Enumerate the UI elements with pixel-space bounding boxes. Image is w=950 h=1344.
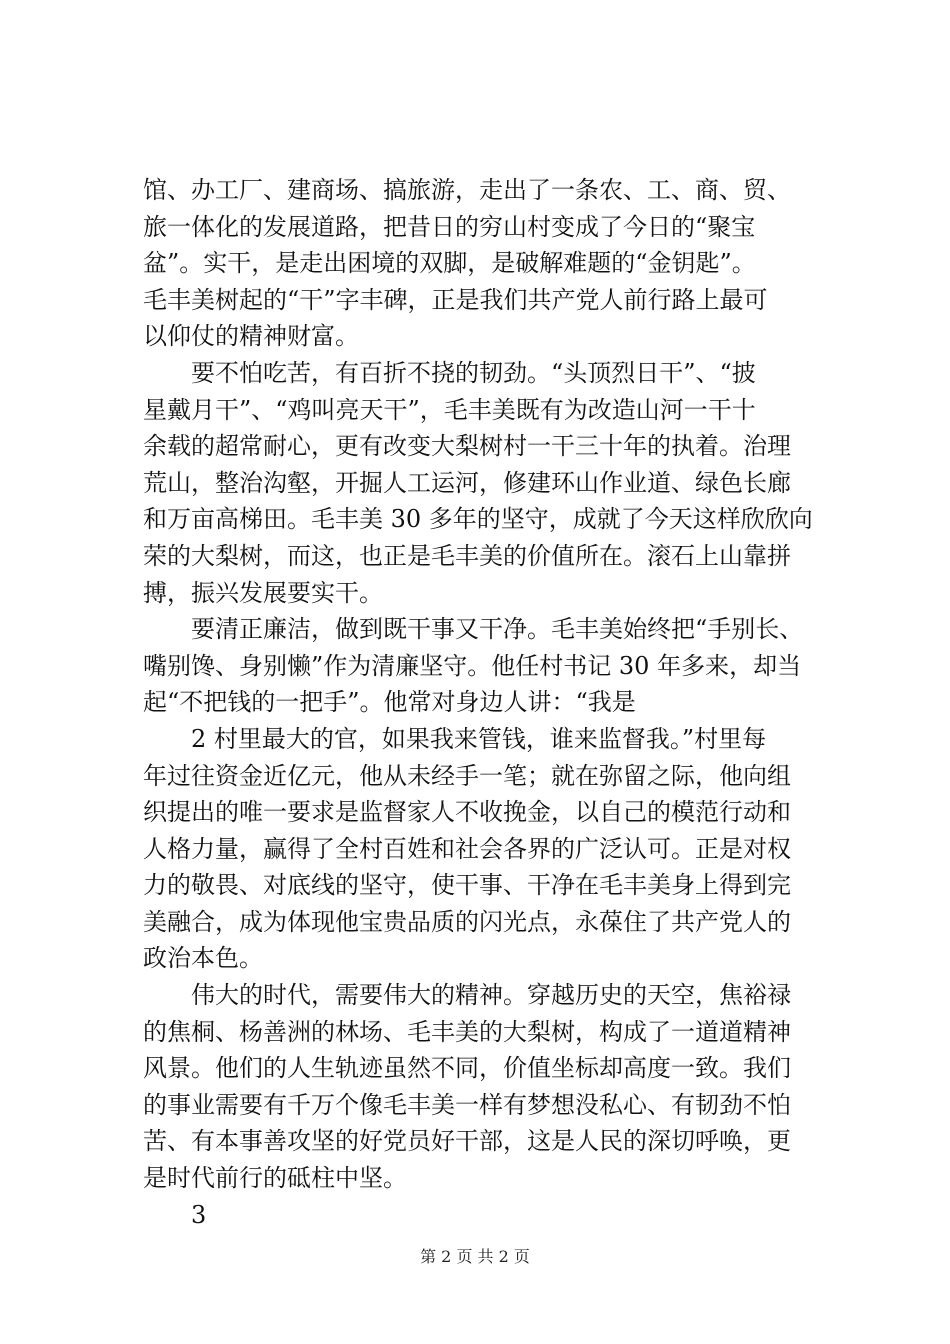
text-line: 旅一体化的发展道路，把昔日的穷山村变成了今日的“聚宝 bbox=[143, 212, 756, 241]
text-line: 以仰仗的精神财富。 bbox=[143, 322, 359, 351]
text-line: 毛丰美树起的“干”字丰碑，正是我们共产党人前行路上最可 bbox=[143, 285, 768, 314]
text-line: 搏，振兴发展要实干。 bbox=[143, 578, 383, 607]
text-line: 余载的超常耐心，更有改变大梨树村一干三十年的执着。治理 bbox=[143, 432, 791, 461]
text-line: 盆”。实干，是走出困境的双脚，是破解难题的“金钥匙”。 bbox=[143, 249, 756, 278]
text-line: 风景。他们的人生轨迹虽然不同，价值坐标却高度一致。我们 bbox=[143, 1054, 791, 1083]
page-footer: 第 2 页 共 2 页 bbox=[420, 1247, 530, 1266]
text-line: 荒山，整治沟壑，开掘人工运河，修建环山作业道、绿色长廊 bbox=[143, 468, 791, 497]
text-line: 的事业需要有千万个像毛丰美一样有梦想没私心、有韧劲不怕 bbox=[143, 1090, 791, 1119]
text-line: 伟大的时代，需要伟大的精神。穿越历史的天空，焦裕禄 bbox=[143, 981, 791, 1010]
text-line: 3 bbox=[143, 1200, 207, 1229]
text-line: 嘴别馋、身别懒”作为清廉坚守。他任村书记 30 年多来，却当 bbox=[143, 651, 802, 680]
text-line: 要清正廉洁，做到既干事又干净。毛丰美始终把“手别长、 bbox=[143, 615, 804, 644]
text-line: 星戴月干”、“鸡叫亮天干”，毛丰美既有为改造山河一干十 bbox=[143, 395, 756, 424]
text-line: 织提出的唯一要求是监督家人不收挽金，以自己的模范行动和 bbox=[143, 798, 791, 827]
text-line: 政治本色。 bbox=[143, 944, 263, 973]
text-line: 2 村里最大的官，如果我来管钱，谁来监督我。”村里每 bbox=[143, 724, 767, 753]
text-line: 是时代前行的砥柱中坚。 bbox=[143, 1164, 407, 1193]
text-line: 年过往资金近亿元，他从未经手一笔；就在弥留之际，他向组 bbox=[143, 761, 791, 790]
text-line: 要不怕吃苦，有百折不挠的韧劲。“头顶烈日干”、“披 bbox=[143, 358, 756, 387]
body-text bbox=[143, 172, 843, 1233]
text-line: 荣的大梨树，而这，也正是毛丰美的价值所在。滚石上山靠拼 bbox=[143, 541, 791, 570]
text-line: 和万亩高梯田。毛丰美 30 多年的坚守，成就了今天这样欣欣向 bbox=[143, 505, 813, 534]
text-line: 苦、有本事善攻坚的好党员好干部，这是人民的深切呼唤，更 bbox=[143, 1127, 791, 1156]
text-line: 力的敬畏、对底线的坚守，使干事、干净在毛丰美身上得到完 bbox=[143, 871, 791, 900]
text-line: 馆、办工厂、建商场、搞旅游，走出了一条农、工、商、贸、 bbox=[143, 176, 791, 204]
text-line: 美融合，成为体现他宝贵品质的闪光点，永葆住了共产党人的 bbox=[143, 907, 791, 936]
text-line: 人格力量，赢得了全村百姓和社会各界的广泛认可。正是对权 bbox=[143, 834, 791, 863]
text-line: 的焦桐、杨善洲的林场、毛丰美的大梨树，构成了一道道精神 bbox=[143, 1017, 791, 1046]
text-line: 起“不把钱的一把手”。他常对身边人讲：“我是 bbox=[143, 688, 636, 717]
